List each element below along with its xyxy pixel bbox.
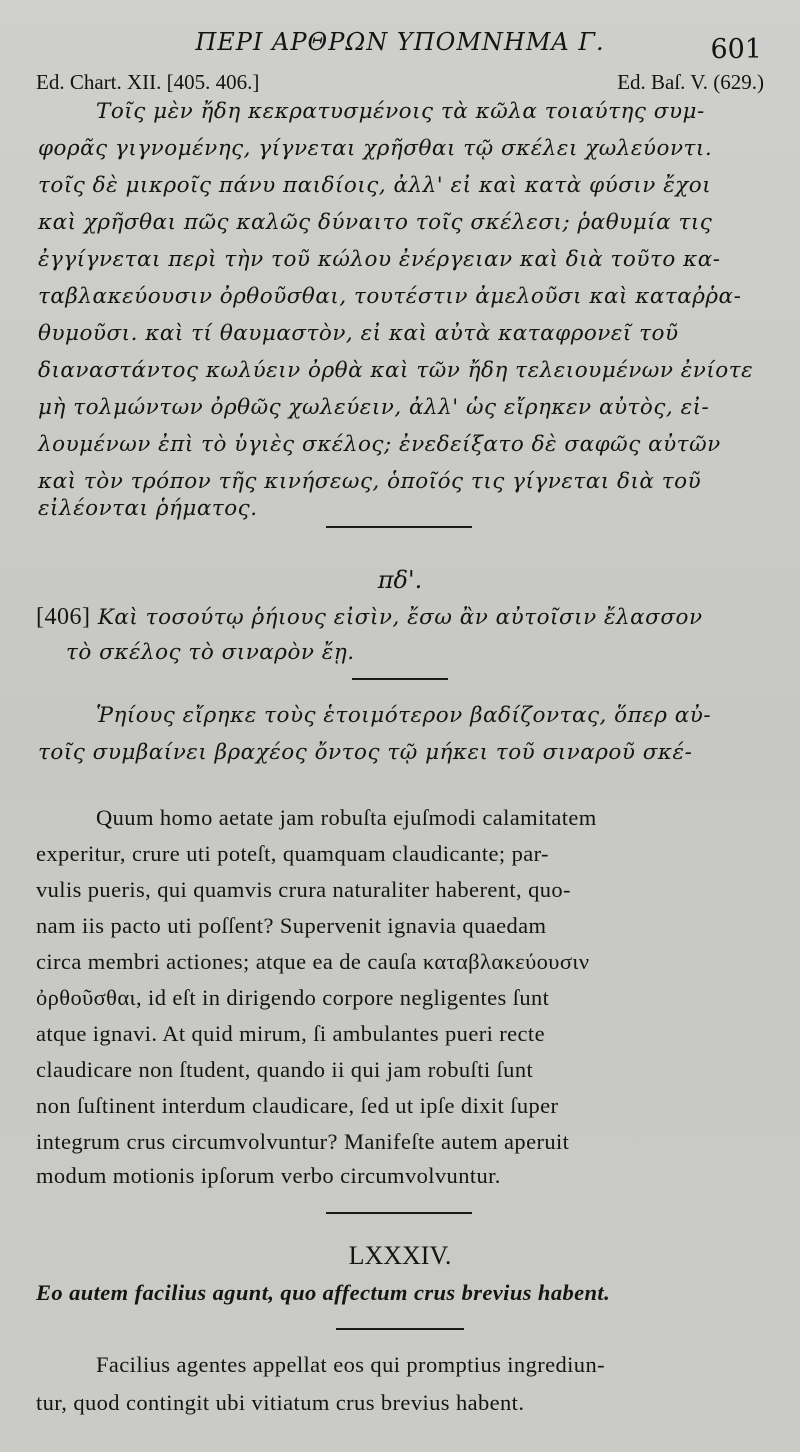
latin-line: integrum crus circumvolvuntur? Manifeſte autem aperuit (36, 1129, 570, 1154)
section-divider (326, 1212, 472, 1214)
latin-line: tur, quod contingit ubi vitiatum crus brevius habent. (36, 1390, 525, 1415)
section-divider (326, 526, 472, 528)
greek-line: φορᾶς γιγνομένης, γίγνεται χρῆσθαι τῷ σκέλει χωλεύοντι. (38, 136, 713, 161)
greek-line: καὶ τὸν τρόπον τῆς κινήσεως, ὁποῖός τις γίγνεται διὰ τοῦ (38, 469, 702, 494)
greek-line: τοῖς συμβαίνει βραχέος ὄντος τῷ μήκει τοῦ σιναροῦ σκέ- (38, 740, 693, 765)
greek-line: μὴ τολμώντων ὀρθῶς χωλεύειν, ἀλλ' ὡς εἴρηκεν αὐτὸς, εἰ- (38, 395, 710, 420)
lemma-divider (336, 1328, 464, 1330)
latin-lemma: Eo autem facilius agunt, quo affectum crus brevius habent. (36, 1280, 611, 1305)
page-number: 601 (710, 34, 762, 65)
lemma-divider (352, 678, 448, 680)
greek-line: διαναστάντος κωλύειν ὀρθὰ καὶ τῶν ἤδη τελειουμένων ἐνίοτε (38, 358, 754, 383)
greek-line: εἰλέονται ῥήματος. (38, 496, 258, 521)
latin-line: circa membri actiones; atque ea de cauſa καταβλακεύουσιν (36, 949, 590, 974)
latin-line: vulis pueris, qui quamvis crura naturaliter haberent, quo- (36, 877, 571, 902)
latin-line: modum motionis ipſorum verbo circumvolvuntur. (36, 1163, 501, 1188)
greek-lemma-line-2: τὸ σκέλος τὸ σιναρὸν ἔῃ. (66, 640, 355, 665)
greek-line: καὶ χρῆσθαι πῶς καλῶς δύναιτο τοῖς σκέλεσι; ῥαθυμία τις (38, 210, 713, 235)
latin-line: Quum homo aetate jam robuſta ejuſmodi calamitatem (96, 805, 597, 830)
latin-section-number: LXXXIV. (348, 1241, 452, 1270)
latin-line: non ſuſtinent interdum claudicare, ſed ut ipſe dixit ſuper (36, 1093, 559, 1118)
edition-reference-left: Ed. Chart. XII. [405. 406.] (36, 70, 260, 94)
edition-reference-right: Ed. Baſ. V. (629.) (617, 70, 764, 94)
latin-line: ὀρθοῦσθαι, id eſt in dirigendo corpore negligentes ſunt (36, 985, 550, 1010)
greek-lemma-text: Καὶ τοσούτῳ ῥήιους εἰσὶν, ἔσω ἂν αὐτοῖσιν ἔλασσον (97, 605, 703, 630)
latin-line: experitur, crure uti poteſt, quamquam claudicante; par- (36, 841, 549, 866)
greek-line: ἐγγίγνεται περὶ τὴν τοῦ κώλου ἐνέργειαν καὶ διὰ τοῦτο κα- (38, 247, 721, 272)
greek-line: Τοῖς μὲν ἤδη κεκρατυσμένοις τὰ κῶλα τοιαύτης συμ- (96, 99, 705, 124)
latin-line: claudicare non ſtudent, quando ii qui jam robuſti ſunt (36, 1057, 534, 1082)
greek-line: Ῥηίους εἴρηκε τοὺς ἑτοιμότερον βαδίζοντας, ὅπερ αὐ- (96, 703, 712, 728)
greek-line: ταβλακεύουσιν ὀρθοῦσθαι, τουτέστιν ἀμελοῦσι καὶ καταῤῥα- (38, 284, 742, 309)
latin-line: Facilius agentes appellat eos qui promptius ingrediun- (96, 1352, 605, 1377)
greek-line: τοῖς δὲ μικροῖς πάνυ παιδίοις, ἀλλ' εἰ καὶ κατὰ φύσιν ἔχοι (38, 173, 712, 198)
greek-line: θυμοῦσι. καὶ τί θαυμαστὸν, εἰ καὶ αὐτὰ καταφρονεῖ τοῦ (38, 321, 679, 346)
greek-section-number: πδ'. (377, 566, 423, 594)
latin-line: nam iis pacto uti poſſent? Supervenit ignavia quaedam (36, 913, 547, 938)
greek-lemma-line-1 (36, 604, 762, 631)
running-title: ΠΕΡΙ ΑΡΘΡΩΝ ΥΠΟΜΝΗΜΑ Γ. (195, 28, 605, 56)
latin-line: atque ignavi. At quid mirum, ſi ambulantes pueri recte (36, 1021, 545, 1046)
greek-line: λουμένων ἐπὶ τὸ ὑγιὲς σκέλος; ἐνεδείξατο δὲ σαφῶς αὐτῶν (38, 432, 721, 457)
section-reference: [406] (36, 604, 91, 630)
